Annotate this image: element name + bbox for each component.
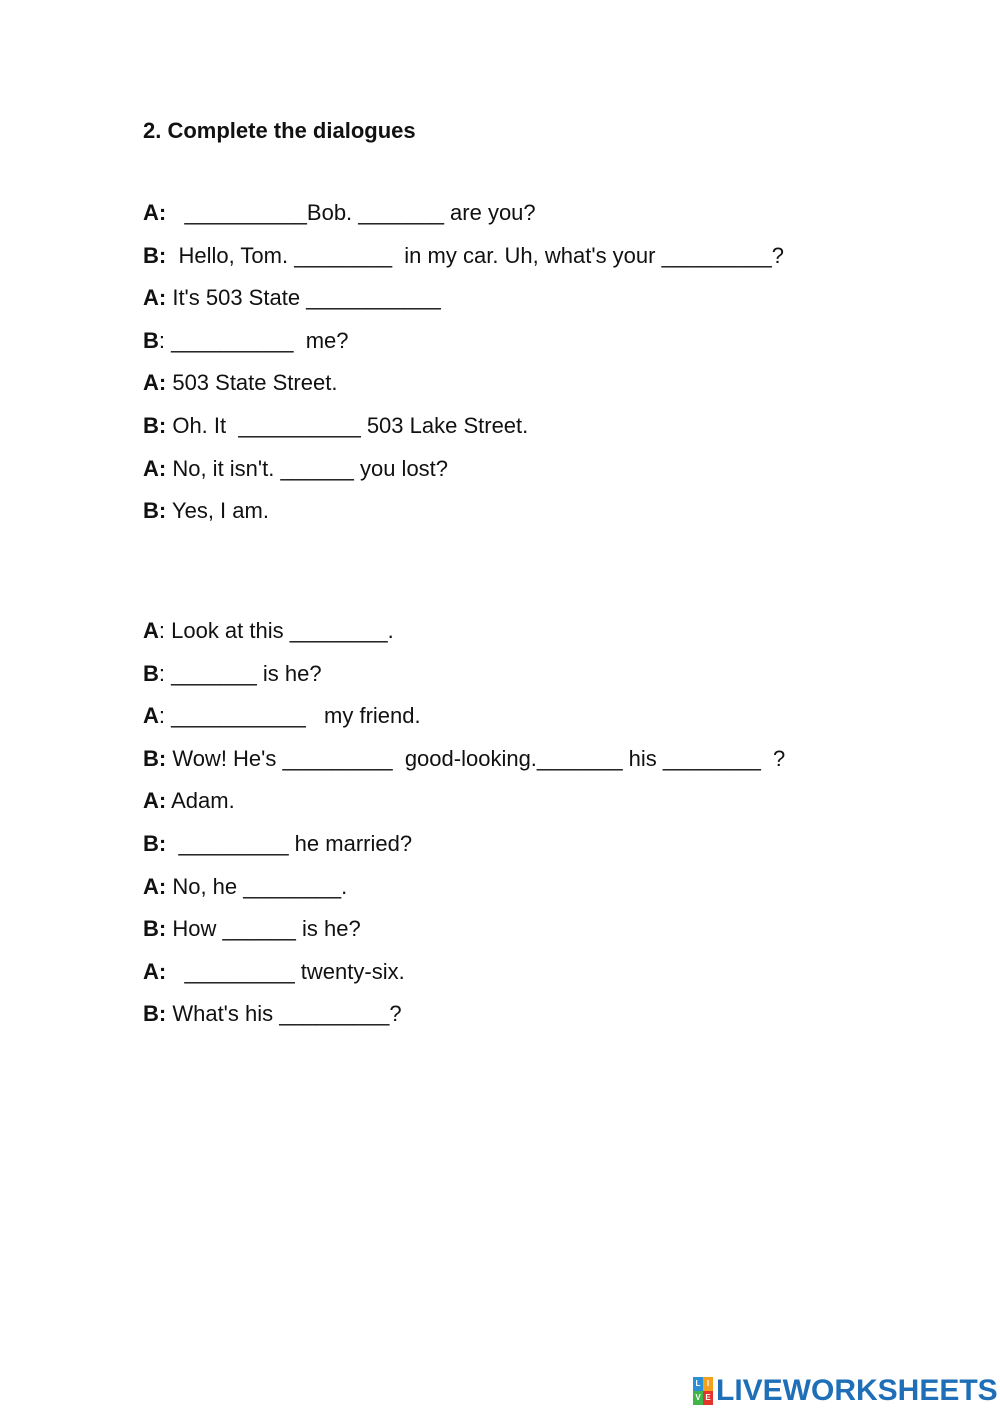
- brand-name: LIVEWORKSHEETS: [716, 1374, 998, 1407]
- logo-letter: E: [703, 1391, 713, 1405]
- dialogue-line: [143, 495, 784, 538]
- line-text: No, he ________.: [166, 873, 348, 899]
- speaker-label: A:: [143, 958, 167, 984]
- speaker-label: B: [143, 660, 159, 686]
- logo-letter: V: [693, 1391, 703, 1405]
- speaker-label: B:: [143, 916, 167, 942]
- dialogue-line: [143, 325, 784, 368]
- dialogue-line: [143, 998, 785, 1041]
- line-text: Oh. It __________ 503 Lake Street.: [166, 412, 529, 438]
- dialogue-line: [143, 658, 785, 701]
- dialogue-line: [143, 453, 784, 496]
- dialogue-line: [143, 956, 785, 999]
- speaker-label: B:: [143, 498, 167, 524]
- dialogue-line: [143, 615, 785, 658]
- dialogue-line: [143, 367, 784, 410]
- speaker-label: A:: [143, 455, 167, 481]
- logo-letter: L: [693, 1377, 703, 1391]
- speaker-label: B:: [143, 412, 167, 438]
- logo-letter: I: [703, 1377, 713, 1391]
- liveworksheets-logo: [693, 1373, 998, 1409]
- speaker-label: B:: [143, 1001, 167, 1027]
- line-text: No, it isn't. ______ you lost?: [166, 455, 449, 481]
- line-text: : __________ me?: [158, 327, 349, 353]
- liveworksheets-logo-icon: [693, 1377, 713, 1405]
- dialogue-line: [143, 282, 784, 325]
- dialogue-line: [143, 197, 784, 240]
- speaker-label: A: [143, 618, 159, 643]
- speaker-label: A:: [143, 788, 167, 814]
- line-text: : ___________ my friend.: [158, 703, 421, 729]
- speaker-label: B: [143, 327, 159, 353]
- line-text: 503 State Street.: [166, 370, 338, 396]
- speaker-label: B:: [143, 830, 167, 856]
- dialogue-line: [143, 913, 785, 956]
- dialogue-line: [143, 700, 785, 743]
- dialogue-line: [143, 240, 784, 283]
- dialogue-1: [143, 197, 784, 538]
- line-text: Yes, I am.: [166, 498, 269, 524]
- line-text: _________ twenty-six.: [166, 958, 405, 984]
- speaker-label: B:: [143, 745, 167, 771]
- speaker-label: A:: [143, 285, 167, 311]
- dialogue-line: [143, 743, 785, 786]
- line-text: What's his _________?: [166, 1001, 402, 1027]
- dialogue-2: [143, 615, 785, 1041]
- speaker-label: A: [143, 703, 159, 729]
- speaker-label: A:: [143, 873, 167, 899]
- speaker-label: A:: [143, 200, 167, 225]
- speaker-label: A:: [143, 370, 167, 396]
- line-text: Adam.: [166, 788, 235, 814]
- line-text: Wow! He's _________ good-looking._______ his ________ ?: [166, 745, 786, 771]
- dialogue-line: [143, 785, 785, 828]
- line-text: How ______ is he?: [166, 916, 361, 942]
- dialogue-line: [143, 410, 784, 453]
- line-text: : Look at this ________.: [158, 618, 394, 643]
- speaker-label: B:: [143, 242, 167, 268]
- line-text: Hello, Tom. ________ in my car. Uh, what's your _________?: [166, 242, 784, 268]
- line-text: : _______ is he?: [158, 660, 322, 686]
- dialogue-line: [143, 871, 785, 914]
- dialogue-line: [143, 828, 785, 871]
- line-text: It's 503 State ___________: [166, 285, 441, 311]
- line-text: _________ he married?: [166, 830, 413, 856]
- line-text: __________Bob. _______ are you?: [166, 200, 536, 225]
- worksheet-title: 2. Complete the dialogues: [143, 118, 416, 143]
